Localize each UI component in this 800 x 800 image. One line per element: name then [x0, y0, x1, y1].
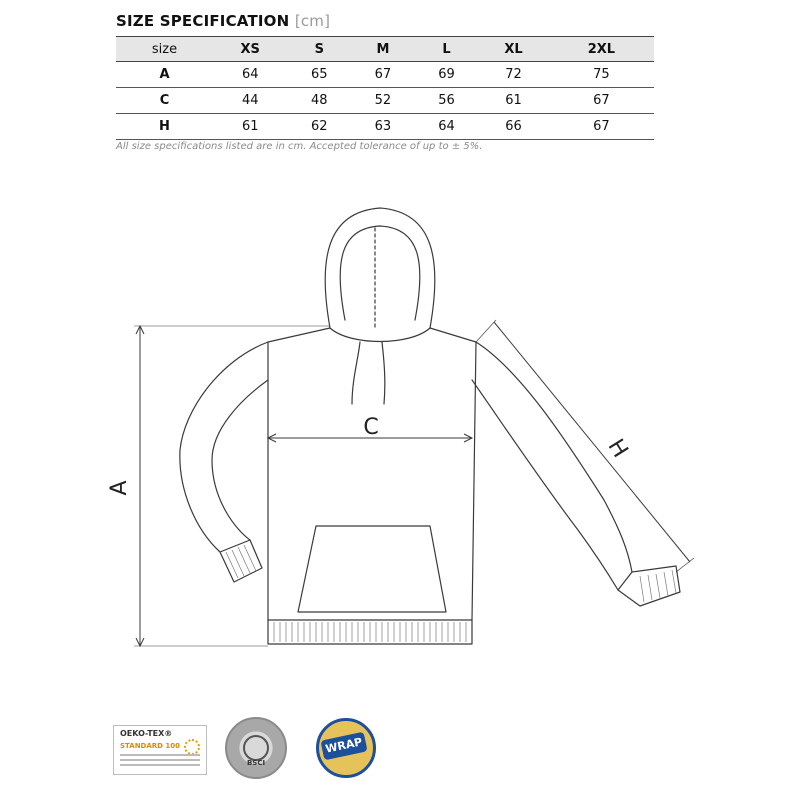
oeko-standard: STANDARD 100 — [120, 742, 181, 750]
table-cell: 64 — [415, 114, 479, 140]
table-cell: 67 — [549, 114, 654, 140]
table-cell: 63 — [351, 114, 415, 140]
fine-print — [120, 754, 200, 756]
bsci-mark-icon — [243, 735, 269, 761]
table-cell: 62 — [288, 114, 352, 140]
column-header: XS — [213, 37, 288, 62]
measure-h-top-guide — [476, 320, 496, 342]
body-right — [430, 328, 476, 620]
oeko-tex-logo — [113, 725, 207, 775]
hood-opening — [340, 226, 420, 320]
title-unit: [cm] — [294, 12, 331, 30]
table-cell: 64 — [213, 62, 288, 88]
table-cell: 72 — [478, 62, 548, 88]
oeko-brand: OEKO-TEX® — [120, 729, 173, 738]
sleeve-right-inner — [472, 380, 618, 590]
table-cell: 65 — [288, 62, 352, 88]
row-label: H — [116, 114, 213, 140]
wrap-logo — [312, 714, 380, 782]
sun-icon — [184, 739, 200, 755]
measure-a-label: A — [107, 480, 132, 496]
table-cell: 67 — [549, 88, 654, 114]
title-text: SIZE SPECIFICATION — [116, 12, 290, 30]
sleeve-left-inner — [212, 380, 268, 540]
drawstring-right — [382, 342, 385, 404]
measure-h-label: H — [602, 434, 633, 463]
bsci-logo — [225, 717, 287, 779]
measure-c-label: C — [363, 415, 379, 440]
row-label: C — [116, 88, 213, 114]
cuff-right — [618, 566, 680, 606]
body-left — [268, 328, 330, 620]
cuff-left — [220, 540, 262, 582]
column-header: XL — [478, 37, 548, 62]
hoodie-outline — [180, 208, 680, 644]
row-label: A — [116, 62, 213, 88]
table-cell: 67 — [351, 62, 415, 88]
kangaroo-pocket — [298, 526, 446, 612]
drawstring-left — [352, 342, 360, 404]
measure-h-bottom-guide — [676, 558, 694, 572]
table-cell: 66 — [478, 114, 548, 140]
column-header: S — [288, 37, 352, 62]
table-cell: 61 — [213, 114, 288, 140]
column-header: M — [351, 37, 415, 62]
tolerance-note: All size specifications listed are in cm. Accepted tolerance of up to ± 5%. — [116, 141, 483, 152]
table-cell: 61 — [478, 88, 548, 114]
table-cell: 69 — [415, 62, 479, 88]
column-header: 2XL — [549, 37, 654, 62]
hood-neck — [330, 328, 430, 342]
measure-h-line — [494, 322, 690, 562]
bsci-text: BSCI — [246, 759, 266, 767]
sleeve-left — [180, 342, 268, 552]
table-cell: 48 — [288, 88, 352, 114]
column-header: size — [116, 37, 213, 62]
wrap-badge: WRAP — [320, 732, 367, 761]
table-cell: 75 — [549, 62, 654, 88]
table-cell: 56 — [415, 88, 479, 114]
column-header: L — [415, 37, 479, 62]
table-cell: 44 — [213, 88, 288, 114]
table-cell: 52 — [351, 88, 415, 114]
measurement-lines — [134, 320, 694, 646]
